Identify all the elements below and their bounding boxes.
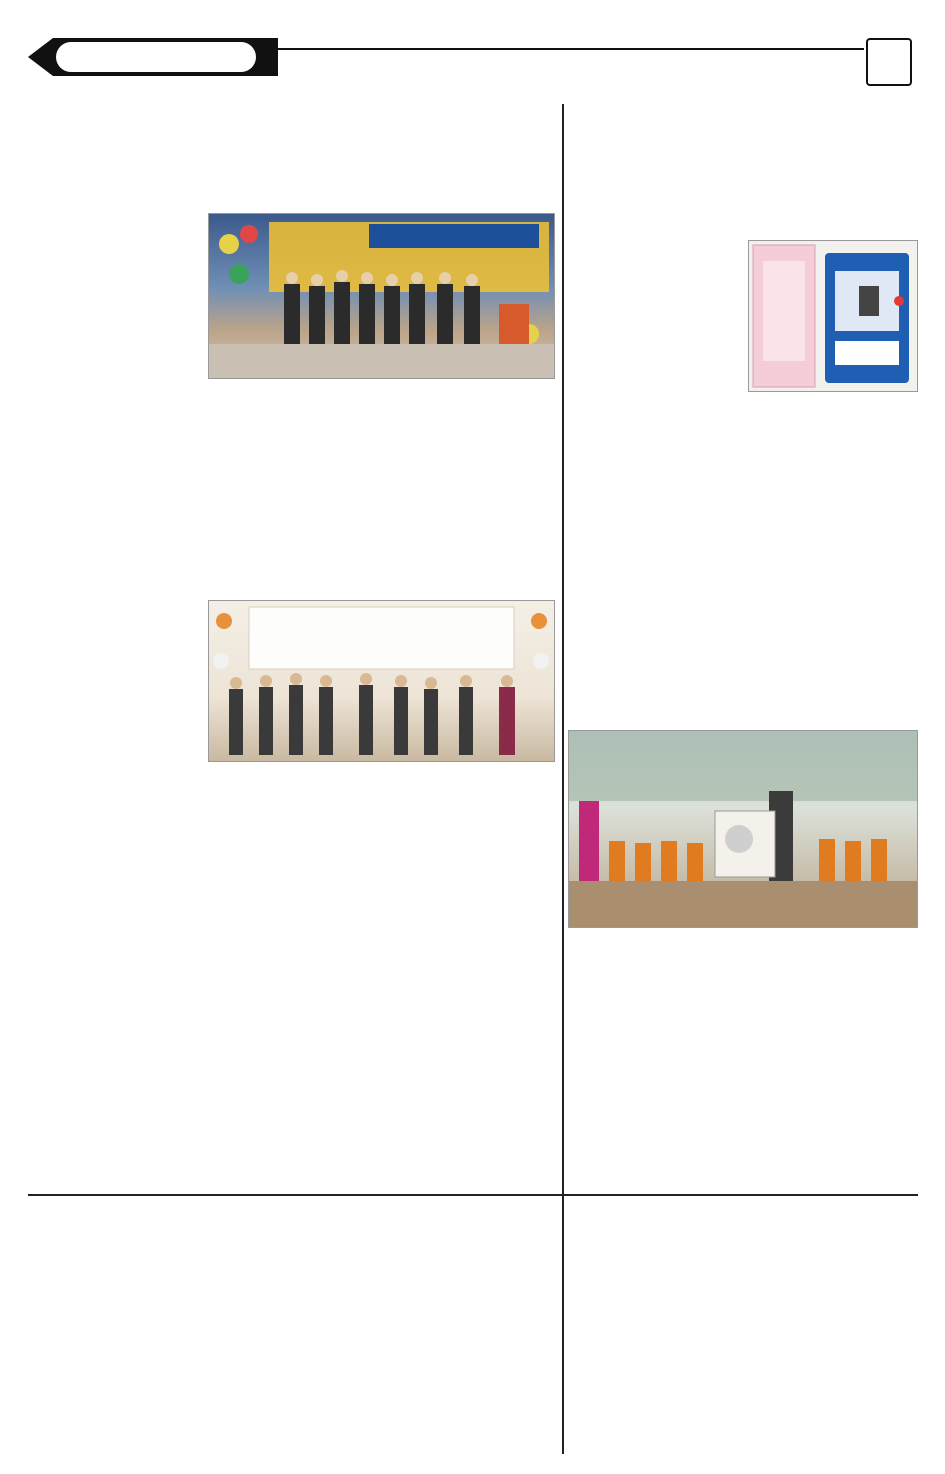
health-mission-photo-art (209, 601, 554, 761)
column-divider (562, 1194, 564, 1454)
road-safety-body-col2 (208, 382, 320, 575)
masthead (28, 28, 918, 92)
martyr-day-body-col1 (570, 964, 742, 1044)
header-rule (278, 48, 864, 50)
sanitary-pad-body-top (570, 272, 742, 562)
martyr-day-photo (568, 730, 918, 928)
health-mission-body-col3 (384, 766, 554, 1190)
row-divider (28, 1194, 918, 1196)
road-safety-body-col3 (327, 382, 439, 575)
martyr-day-photo-art (569, 731, 917, 927)
road-safety-body-col1 (30, 245, 202, 575)
newspaper-logo (56, 42, 256, 72)
column-divider (562, 104, 564, 1194)
health-mission-body-col2 (208, 766, 376, 1190)
health-mission-photo (208, 600, 555, 762)
sanitary-pad-photo (748, 240, 918, 392)
health-mission-body-col1 (30, 632, 202, 1190)
page-number-box (866, 38, 912, 86)
martyr-day-body-col2 (748, 932, 916, 1044)
road-safety-photo-art (209, 214, 554, 378)
vending-machine-art (749, 241, 917, 391)
sanitary-pad-body-bottom (570, 566, 916, 696)
road-safety-photo (208, 213, 555, 379)
